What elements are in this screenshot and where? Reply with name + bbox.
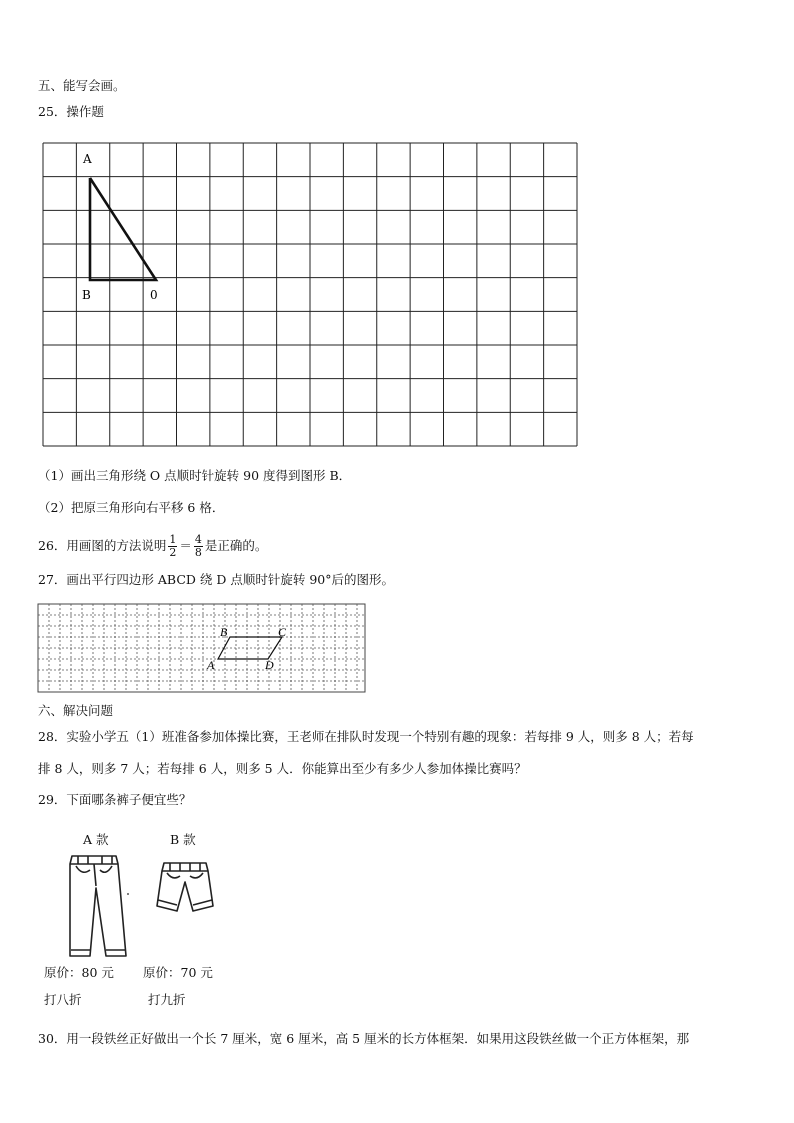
q25-label-b: B	[82, 288, 91, 302]
fraction-1-numerator: 1	[169, 532, 177, 546]
question-26-prefix: 26．用画图的方法说明	[38, 538, 167, 553]
question-30-line-1: 30．用一段铁丝正好做出一个长 7 厘米，宽 6 厘米，高 5 厘米的长方体框架．如果用这段铁丝做一个正方体框架，那	[38, 1031, 690, 1046]
pants-a-label: A 款	[83, 832, 109, 847]
equals-sign: ＝	[179, 538, 192, 553]
q27-dotted-grid	[38, 604, 365, 692]
pants-b-discount: 打九折	[148, 992, 186, 1007]
question-27-title: 27．画出平行四边形 ABCD 绕 D 点顺时针旋转 90°后的图形。	[38, 572, 394, 587]
pants-b-price: 原价：70 元	[143, 965, 213, 980]
section-5-title: 五、能写会画。	[38, 78, 126, 93]
question-25-title: 25．操作题	[38, 104, 104, 119]
pants-b-label: B 款	[170, 832, 196, 847]
q25-label-a: A	[83, 152, 92, 166]
shorts-image	[156, 860, 214, 916]
pants-a-price: 原价：80 元	[44, 965, 114, 980]
question-25-sub-1: （1）画出三角形绕 O 点顺时针旋转 90 度得到图形 B．	[38, 468, 352, 483]
q27-label-c: C	[278, 625, 287, 639]
fraction-1-denominator: 2	[169, 545, 177, 559]
fraction-2-denominator: 8	[194, 545, 202, 559]
q25-label-o: 0	[150, 288, 158, 302]
section-6-title: 六、解决问题	[38, 703, 114, 718]
fraction-2-numerator: 4	[194, 532, 202, 546]
question-28-line-1: 28．实验小学五（1）班准备参加体操比赛，王老师在排队时发现一个特别有趣的现象：若每排 9 人，则多 8 人；若每	[38, 729, 694, 744]
question-29-title: 29．下面哪条裤子便宜些？	[38, 792, 192, 807]
pants-a-discount: 打八折	[44, 992, 82, 1007]
q27-label-b: B	[220, 625, 228, 639]
question-28-line-2: 排 8 人，则多 7 人；若每排 6 人，则多 5 人．你能算出至少有多少人参加体操比赛吗？	[38, 761, 527, 776]
q27-label-d: D	[265, 658, 274, 672]
question-26-suffix: 是正确的。	[204, 538, 268, 553]
long-pants-image	[62, 852, 132, 960]
q27-label-a: A	[207, 658, 215, 672]
question-25-sub-2: （2）把原三角形向右平移 6 格．	[38, 500, 225, 515]
